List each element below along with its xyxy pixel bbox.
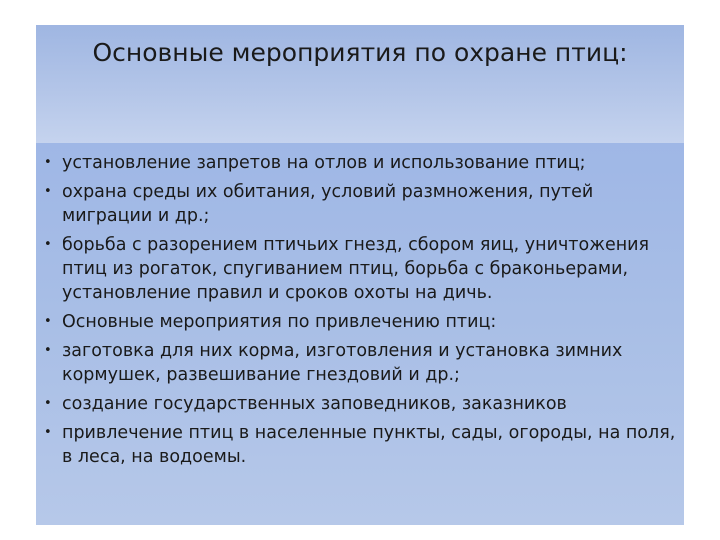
list-item-text: создание государственных заповедников, заказников — [62, 394, 567, 414]
list-item-text: борьба с разорением птичьих гнезд, сбором яиц, уничтожения птиц из рогаток, спугиванием птиц, борьба с браконьерами, установление правил и сроков охоты на дичь. — [62, 235, 650, 303]
list-item-text: установление запретов на отлов и использование птиц; — [62, 153, 586, 173]
list-item-text: Основные мероприятия по привлечению птиц: — [62, 312, 497, 332]
list-item — [42, 233, 682, 305]
bullet-icon: • — [44, 343, 52, 358]
list-item-text: охрана среды их обитания, условий размножения, путей миграции и др.; — [62, 182, 594, 226]
bullet-icon: • — [44, 155, 52, 170]
list-item — [42, 310, 682, 334]
bullet-icon: • — [44, 184, 52, 199]
bullet-icon: • — [44, 425, 52, 440]
list-item-text: привлечение птиц в населенные пункты, сады, огороды, на поля, в леса, на водоемы. — [62, 423, 676, 467]
bullet-icon: • — [44, 314, 52, 329]
list-item-text: заготовка для них корма, изготовления и установка зимних кормушек, развешивание гнездовий и др.; — [62, 341, 623, 385]
list-item — [42, 392, 682, 416]
list-item — [42, 180, 682, 228]
list-item — [42, 151, 682, 175]
list-item — [42, 339, 682, 387]
bullet-icon: • — [44, 396, 52, 411]
slide-title: Основные мероприятия по охране птиц: — [92, 38, 628, 67]
bullet-list — [42, 151, 682, 474]
list-item — [42, 421, 682, 469]
bullet-icon: • — [44, 237, 52, 252]
